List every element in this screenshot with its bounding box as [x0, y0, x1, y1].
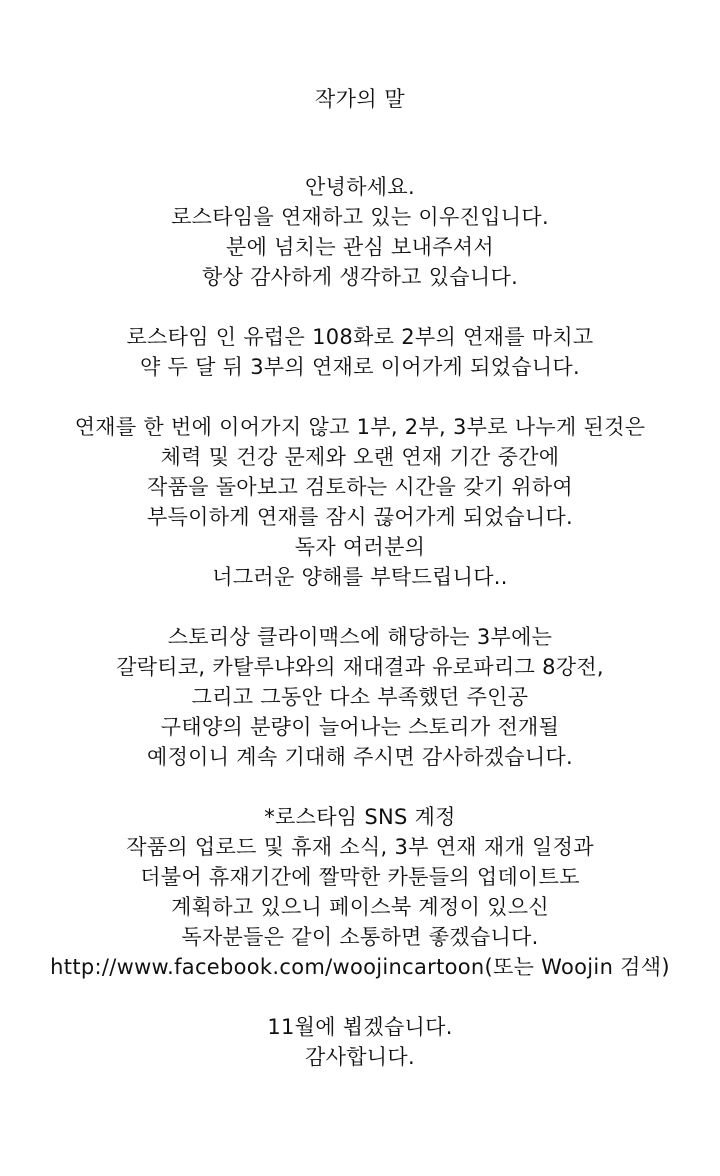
closing-line: 11월에 뵙겠습니다.	[267, 1015, 453, 1039]
break-reason-line: 독자 여러분의	[294, 535, 426, 559]
part3-preview-line: 갈락티코, 카탈루냐와의 재대결과 유로파리그 8강전,	[116, 655, 604, 679]
part3-preview-line: 구태양의 분량이 늘어나는 스토리가 전개될	[160, 715, 560, 739]
break-reason-line: 체력 및 건강 문제와 오랜 연재 기간 중간에	[160, 445, 560, 469]
intro-line: 분에 넘치는 관심 보내주셔서	[226, 235, 494, 259]
break-reason-line: 작품을 돌아보고 검토하는 시간을 갖기 위하여	[146, 475, 573, 499]
sns-heading: *로스타임 SNS 계정	[264, 805, 456, 829]
sns-line: 더불어 휴재기간에 짤막한 카툰들의 업데이트도	[140, 865, 580, 889]
break-reason-line: 연재를 한 번에 이어가지 않고 1부, 2부, 3부로 나누게 된것은	[74, 415, 646, 439]
intro-line: 로스타임을 연재하고 있는 이우진입니다.	[171, 205, 549, 229]
intro-line: 항상 감사하게 생각하고 있습니다.	[201, 265, 519, 289]
schedule-line: 로스타임 인 유럽은 108화로 2부의 연재를 마치고	[126, 325, 594, 349]
part3-preview-line: 예정이니 계속 기대해 주시면 감사하겠습니다.	[146, 745, 573, 769]
schedule-line: 약 두 달 뒤 3부의 연재로 이어가게 되었습니다.	[139, 355, 580, 379]
sns-line: 독자분들은 같이 소통하면 좋겠습니다.	[181, 925, 539, 949]
greeting-line: 안녕하세요.	[305, 175, 415, 199]
part3-preview-line: 스토리상 클라이맥스에 해당하는 3부에는	[167, 625, 553, 649]
break-reason-line: 너그러운 양해를 부탁드립니다..	[212, 565, 508, 589]
page-title: 작가의 말	[314, 87, 406, 111]
closing-line: 감사합니다.	[305, 1045, 415, 1069]
break-reason-line: 부득이하게 연재를 잠시 끊어가게 되었습니다.	[146, 505, 573, 529]
sns-line: 계획하고 있으니 페이스북 계정이 있으신	[171, 895, 549, 919]
part3-preview-line: 그리고 그동안 다소 부족했던 주인공	[191, 685, 529, 709]
sns-line: 작품의 업로드 및 휴재 소식, 3부 연재 재개 일정과	[126, 835, 594, 859]
facebook-url: http://www.facebook.com/woojincartoon(또는 Woojin 검색)	[50, 955, 670, 979]
